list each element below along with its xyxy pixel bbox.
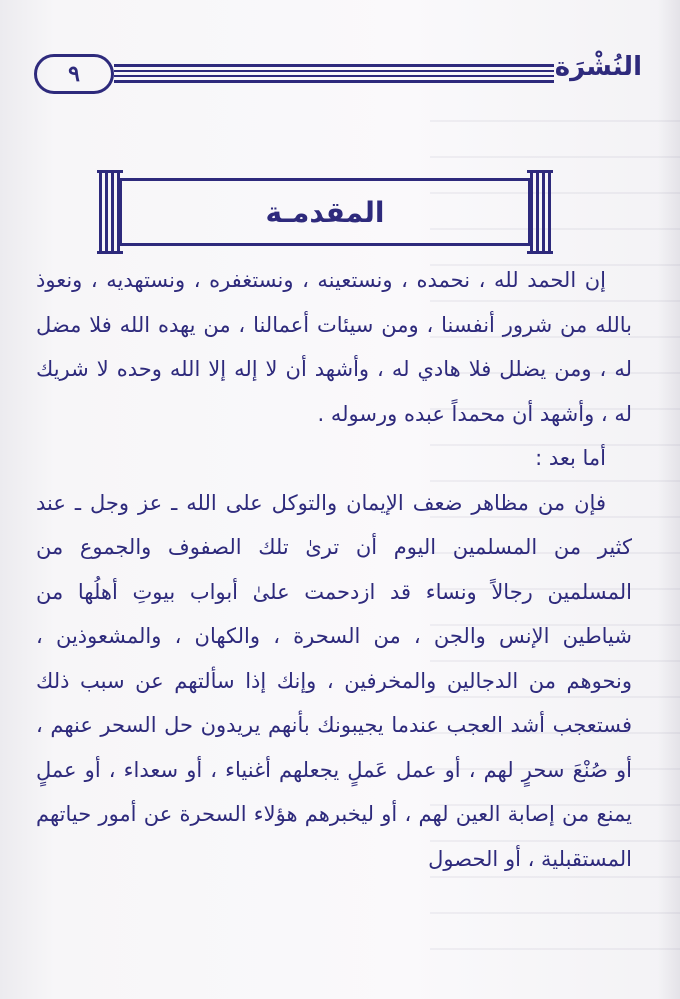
scroll-bar — [542, 170, 545, 254]
scroll-cap — [97, 170, 123, 173]
header-rule-line — [114, 80, 554, 83]
scroll-bar — [530, 170, 533, 254]
section-title-frame — [97, 170, 553, 254]
scroll-end-right — [527, 170, 553, 254]
scroll-bar — [548, 170, 551, 254]
header-rule — [114, 64, 554, 84]
scroll-cap — [527, 170, 553, 173]
scroll-bar — [111, 170, 114, 254]
page-number: ٩ — [34, 54, 114, 94]
header-rule-line — [114, 70, 554, 72]
scroll-bar — [105, 170, 108, 254]
section-title-box — [119, 178, 531, 246]
paragraph-main: فإن من مظاهر ضعف الإيمان والتوكل على الله ـ عز وجل ـ عند كثير من المسلمين اليوم أن ترىٰ تلك الصفوف والجموع من المسلمين رجالاً ونساء قد ازدحمت علىٰ أبواب بيوتِ أهلُها من شياطين الإنس والجن ، من السحرة ، والكهان ، والمشعوذين ، ونحوهم من الدجالين والمخرفين ، وإنك إذا سألتهم عن سبب ذلك فستعجب أشد العجب عندما يجيبونك بأنهم يريدون حل السحر عنهم ، أو صُنْعَ سحرٍ لهم ، أو عمل عَملٍ يجعلهم أغنياء ، أو سعداء ، أو عملٍ يمنع من إصابة العين لهم ، أو ليخبرهم هؤلاء السحرة عن أمور حياتهم المستقبلية ، أو الحصول — [36, 490, 632, 871]
body-text — [36, 258, 632, 881]
running-title: النُشْرَة — [554, 52, 642, 82]
scroll-bar — [99, 170, 102, 254]
scroll-cap — [527, 251, 553, 254]
paragraph-amma-baad: أما بعد : — [535, 446, 606, 470]
page-header — [34, 50, 644, 102]
scroll-bar — [536, 170, 539, 254]
header-rule-line — [114, 64, 554, 67]
page-edge-shadow — [658, 0, 680, 999]
section-title: المقدمـة — [265, 195, 385, 229]
scroll-cap — [97, 251, 123, 254]
paragraph-opening: إن الحمد لله ، نحمده ، ونستعينه ، ونستغفره ، ونستهديه ، ونعوذ بالله من شرور أنفسنا ، ومن سيئات أعمالنا ، من يهده الله فلا مضل له ، ومن يضلل فلا هادي له ، وأشهد أن لا إله إلا الله وحده لا شريك له ، وأشهد أن محمداً عبده ورسوله . — [36, 268, 632, 426]
header-rule-line — [114, 75, 554, 77]
